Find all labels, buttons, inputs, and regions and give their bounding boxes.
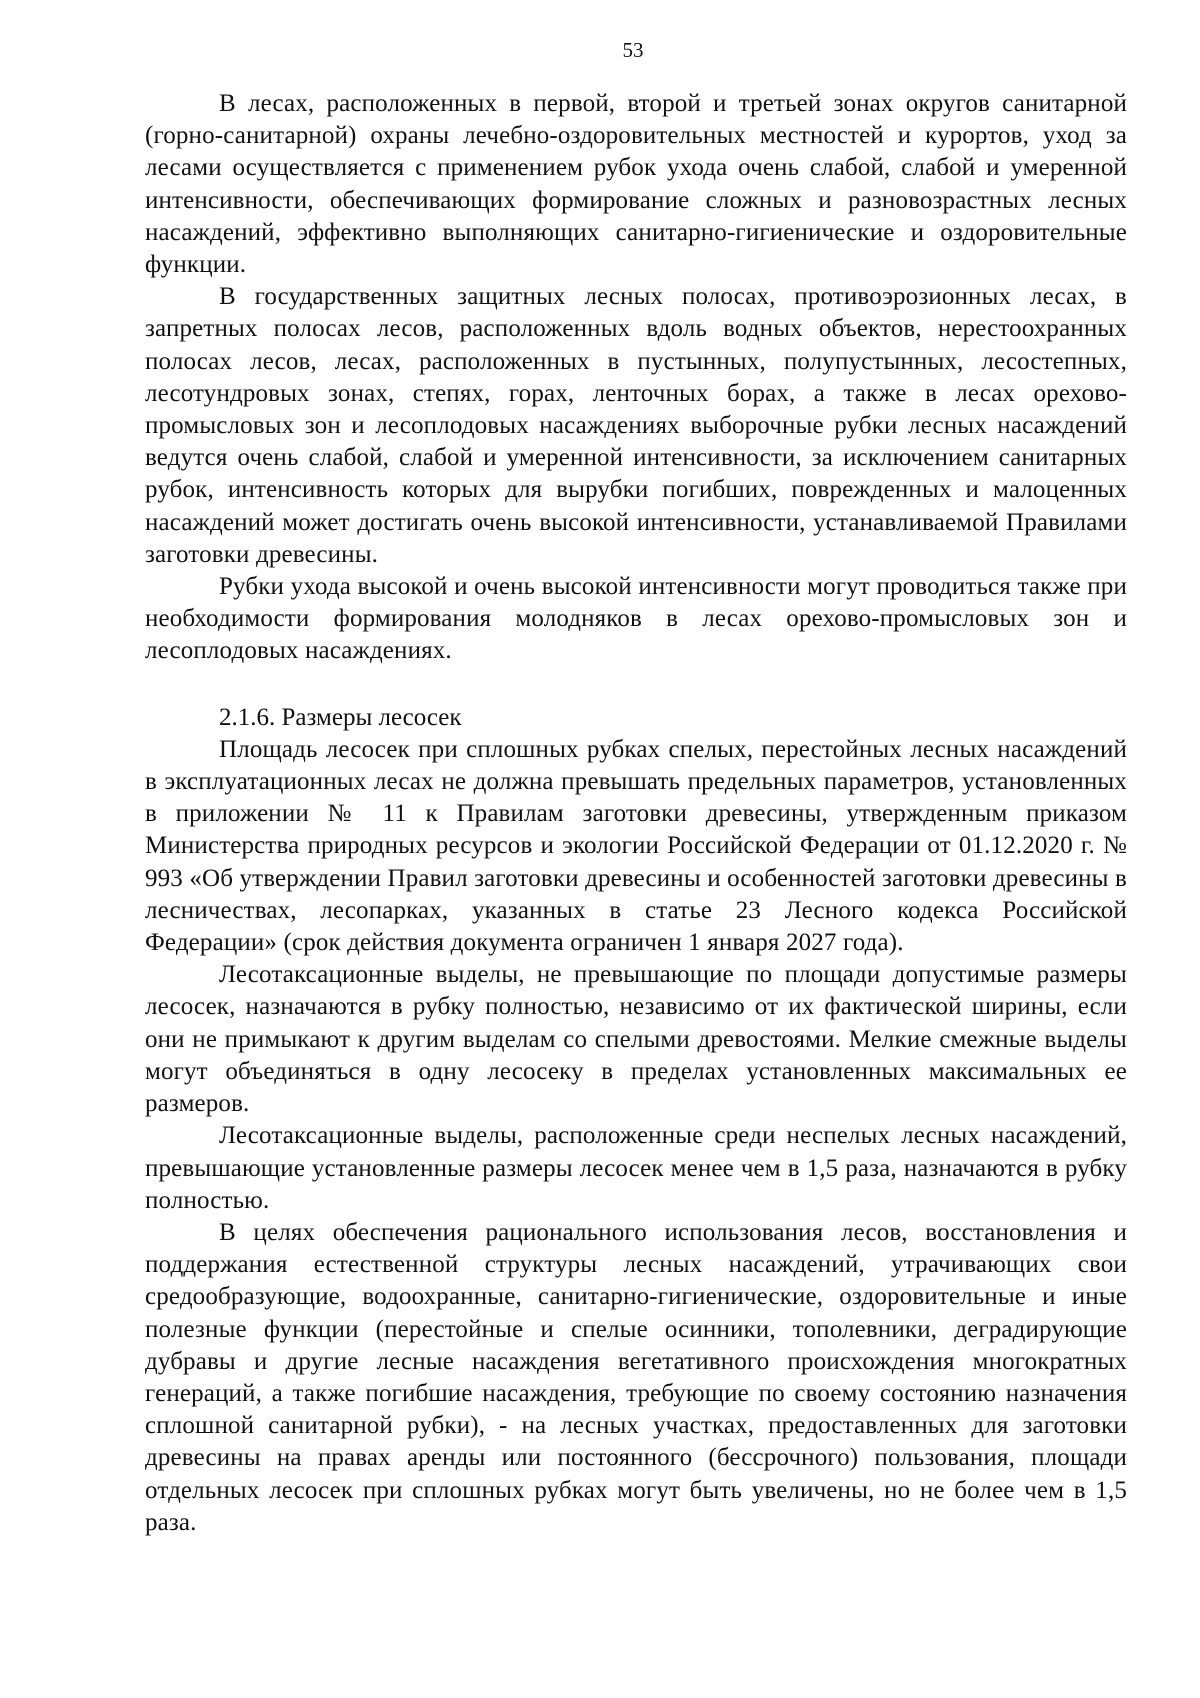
section-heading: 2.1.6. Размеры лесосек xyxy=(219,703,462,731)
paragraph-area-increase: В целях обеспечения рационального использования лесов, восстановления и поддержания естественной структуры лесных насаждений, утрачивающих свои средообразующие, водоохранные, санитарно-гигиенические, оздоровительные и иные полезные функции (перестойные и спелые осинники, тополевники, деградирующие дубравы и другие лесные насаждения вегетативного происхождения многократных генераций, а также погибшие насаждения, требующие по своему состоянию назначения сплошной санитарной рубки), - на лесных участках, предоставленных для заготовки древесины на правах аренды или постоянного (бессрочного) пользования, площади отдельных лесосек при сплошных рубках могут быть увеличены, но не более чем в 1,5 раза. xyxy=(145,1218,1127,1536)
paragraph-taxation-units: Лесотаксационные выделы, не превышающие по площади допустимые размеры лесосек, назначаются в рубку полностью, независимо от их фактической ширины, если они не примыкают к другим выделам со спелыми древостоями. Мелкие смежные выделы могут объединяться в одну лесосеку в пределах установленных максимальных ее размеров. xyxy=(145,961,1127,1118)
page-body xyxy=(145,88,1127,1539)
paragraph-immature-stands: Лесотаксационные выделы, расположенные среди неспелых лесных насаждений, превышающие установленные размеры лесосек менее чем в 1,5 раза, назначаются в рубку полностью. xyxy=(145,1122,1127,1214)
paragraph-high-intensity-thinning: Рубки ухода высокой и очень высокой интенсивности могут проводиться также при необходимости формирования молодняков в лесах орехово-промысловых зон и лесоплодовых насаждениях. xyxy=(145,573,1127,665)
paragraph-clearcut-area: Площадь лесосек при сплошных рубках спелых, перестойных лесных насаждений в эксплуатационных лесах не должна превышать предельных параметров, установленных в приложении № 11 к Правилам заготовки древесины, утвержденным приказом Министерства природных ресурсов и экологии Российской Федерации от 01.12.2020 г. № 993 «Об утверждении Правил заготовки древесины и особенностей заготовки древесины в лесничествах, лесопарках, указанных в статье 23 Лесного кодекса Российской Федерации» (срок действия документа ограничен 1 января 2027 года). xyxy=(145,735,1127,957)
paragraph-protective-forests: В государственных защитных лесных полосах, противоэрозионных лесах, в запретных полосах лесов, расположенных вдоль водных объектов, нерестоохранных полосах лесов, лесах, расположенных в пустынных, полупустынных, лесостепных, лесотундровых зонах, степях, горах, ленточных борах, а также в лесах орехово-промысловых зон и лесоплодовых насаждениях выборочные рубки лесных насаждений ведутся очень слабой, слабой и умеренной интенсивности, за исключением санитарных рубок, интенсивность которых для вырубки погибших, поврежденных и малоценных насаждений может достигать очень высокой интенсивности, устанавливаемой Правилами заготовки древесины. xyxy=(145,283,1127,568)
section-spacer xyxy=(145,668,1127,702)
page-number: 53 xyxy=(622,38,644,62)
paragraph-resort-zones: В лесах, расположенных в первой, второй и третьей зонах округов санитарной (горно-санитарной) охраны лечебно-оздоровительных местностей и курортов, уход за лесами осуществляется с применением рубок ухода очень слабой, слабой и умеренной интенсивности, обеспечивающих формирование сложных и разновозрастных лесных насаждений, эффективно выполняющих санитарно-гигиенические и оздоровительные функции. xyxy=(145,90,1127,279)
